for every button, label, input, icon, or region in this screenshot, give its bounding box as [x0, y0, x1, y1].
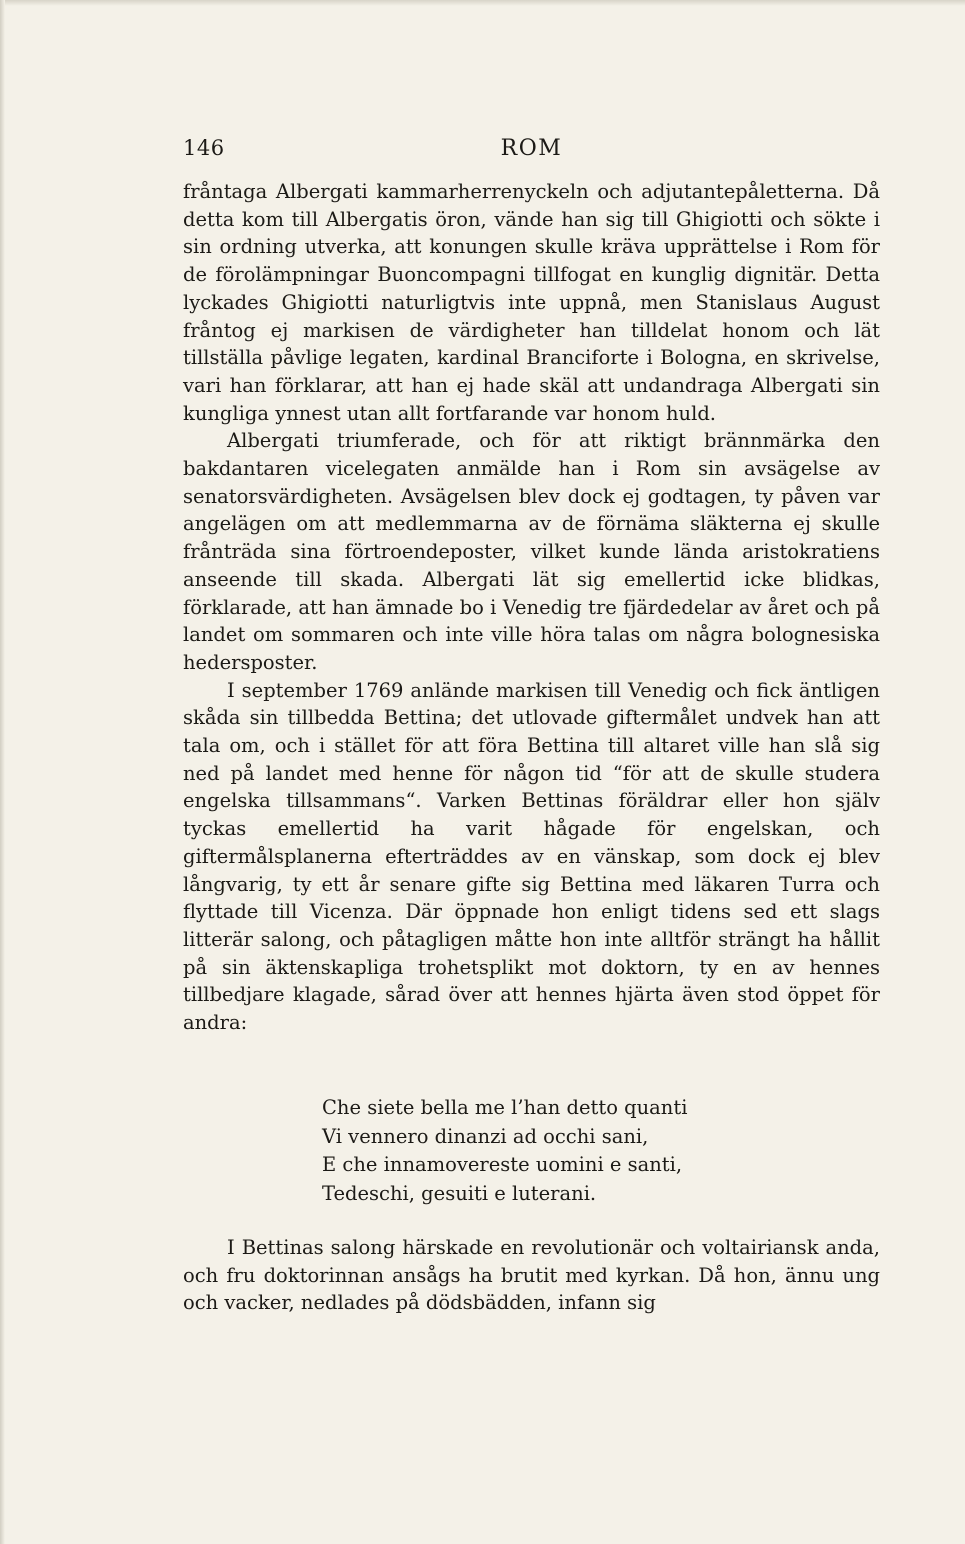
poem-line: Che siete bella me l’han detto quanti [322, 1096, 688, 1119]
closing-text [183, 1234, 880, 1317]
running-head: ROM [500, 136, 563, 161]
body-text [183, 178, 880, 1037]
poem-line: Tedeschi, gesuiti e luterani. [322, 1181, 597, 1205]
paragraph: Albergati triumferade, och för att riktigt brännmärka den bakdantaren vicelegaten anmälde han i Rom sin avsägelse av senatorsvärdigheten. Avsägelsen blev dock ej godtagen, ty påven var angelägen om att medlemmarna av de förnäma släkterna ej skulle frånträda sina förtroendeposter, vilket kunde lända aristokratiens anseende till skada. Albergati lät sig emellertid icke blidkas, förklarade, att han ämnade bo i Venedig tre fjärdedelar av året och på landet om sommaren och inte ville höra talas om några bolognesiska hedersposter. [183, 429, 880, 674]
poem-line: E che innamovereste uomini e santi, [322, 1153, 683, 1176]
page-edge [0, 0, 965, 6]
page-header [183, 136, 880, 170]
poem-line: Vi vennero dinanzi ad occhi sani, [322, 1124, 649, 1148]
paragraph: I september 1769 anlände markisen till Venedig och fick äntligen skåda sin tillbedda Bettina; det utlovade giftermålet undvek han att tala om, och i stället för att föra Bettina till altaret ville han slå sig ned på landet med henne för någon tid “för att de skulle studera engelska tillsammans“. Varken Bettinas föräldrar eller hon själv tyckas emellertid ha varit hågade för engelskan, och giftermålsplanerna efterträddes av en vänskap, som dock ej blev långvarig, ty ett år senare gifte sig Bettina med läkaren Turra och flyttade till Vicenza. Där öppnade hon enligt tidens sed ett slags litterär salong, och påtagligen måtte hon inte alltför strängt ha hållit på sin äktenskapliga trohetsplikt mot doktorn, ty en av hennes tillbedjare klagade, sårad över att hennes hjärta även stod öppet för andra: [183, 678, 880, 1035]
page-edge-left [0, 0, 5, 1544]
paragraph: I Bettinas salong härskade en revolutionär och voltairiansk anda, och fru doktorinnan ansågs ha brutit med kyrkan. Då hon, ännu ung och vacker, nedlades på dödsbädden, infann sig [183, 1236, 880, 1315]
page-number: 146 [183, 136, 225, 160]
poem-quotation [322, 1094, 842, 1208]
paragraph: fråntaga Albergati kammarherrenyckeln och adjutantepåletterna. Då detta kom till Albergatis öron, vände han sig till Ghigiotti och sökte i sin ordning utverka, att konungen skulle kräva upprättelse i Rom för de förolämpningar Buoncompagni tillfogat en kunglig dignitär. Detta lyckades Ghigiotti naturligtvis inte uppnå, men Stanislaus August fråntog ej markisen de värdigheter han tilldelat honom och lät tillställa påvlige legaten, kardinal Branciforte i Bologna, en skrivelse, vari han förklarar, att han ej hade skäl att undandraga Albergati sin kungliga ynnest utan allt fortfarande var honom huld. [183, 180, 880, 425]
